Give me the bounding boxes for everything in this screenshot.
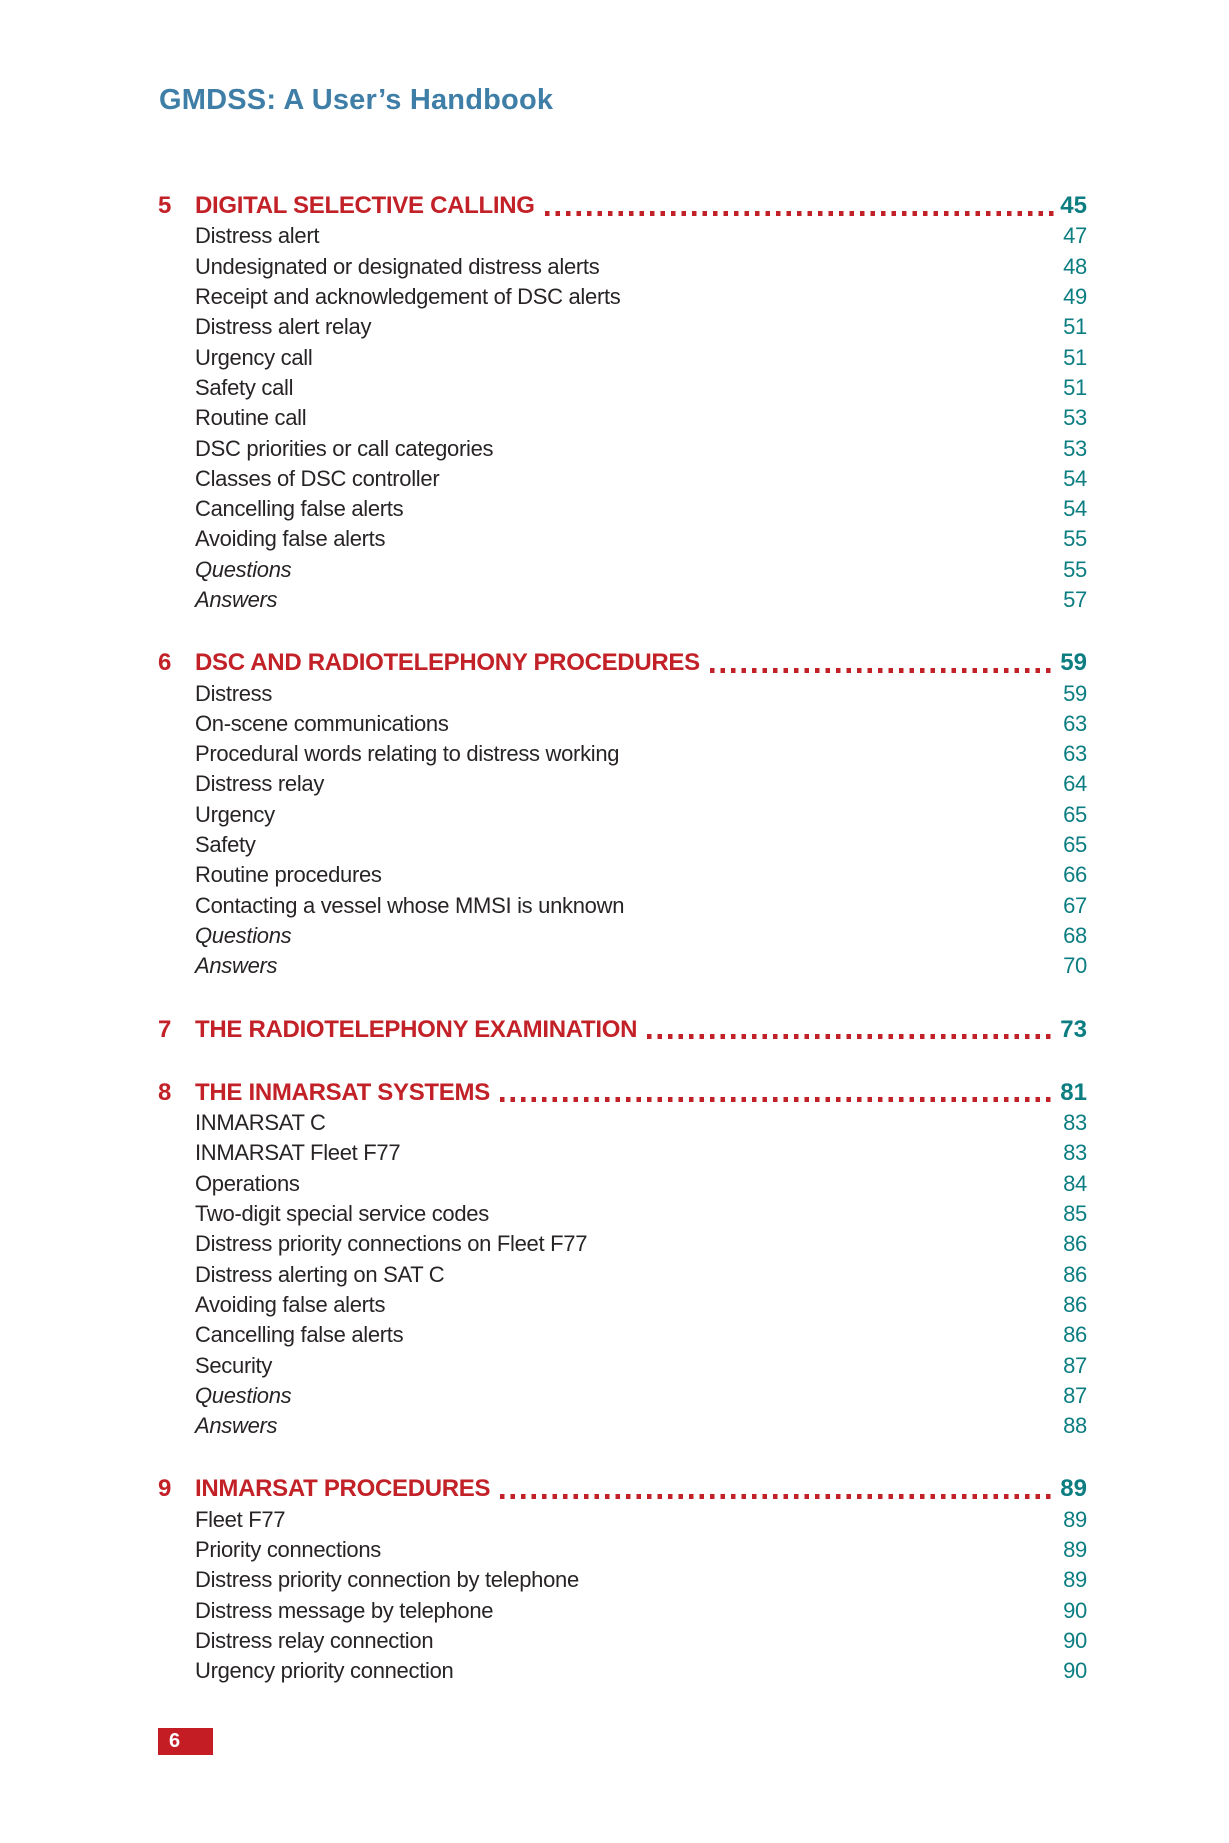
toc-entry-label: Distress relay connection — [195, 1627, 434, 1653]
dotted-leader — [500, 1494, 1054, 1499]
toc-entry-label: Safety — [195, 832, 256, 858]
toc-entry-page-number: 86 — [1063, 1322, 1087, 1348]
toc-entry-label: Operations — [195, 1170, 300, 1196]
toc-entry-label: INMARSAT C — [195, 1110, 326, 1136]
toc-entry-label: Answers — [195, 587, 278, 612]
toc-entry — [158, 1350, 1087, 1380]
toc-entry-page-number: 55 — [1063, 556, 1087, 582]
toc-entry — [158, 585, 1087, 615]
toc-entry-page-number: 49 — [1063, 284, 1087, 310]
page-number-badge: 6 — [158, 1728, 213, 1755]
toc-entry — [158, 403, 1087, 433]
toc-entry — [158, 1626, 1087, 1656]
toc-entry — [158, 524, 1087, 554]
toc-chapter-heading — [158, 1014, 1087, 1044]
toc-entry-page-number: 86 — [1063, 1231, 1087, 1257]
toc-entry-label: Distress relay — [195, 771, 325, 797]
chapter-page-number: 73 — [1060, 1015, 1087, 1043]
toc-entry-label: Distress — [195, 680, 273, 706]
toc-entry-label: On-scene communications — [195, 710, 449, 736]
toc-chapter — [158, 648, 1087, 981]
toc-entry-page-number: 67 — [1063, 892, 1087, 918]
chapter-title: THE INMARSAT SYSTEMS — [195, 1078, 490, 1106]
toc-entry — [158, 1108, 1087, 1138]
toc-entry-page-number: 54 — [1063, 465, 1087, 491]
toc-entry-page-number: 53 — [1063, 435, 1087, 461]
chapter-page-number: 45 — [1060, 192, 1087, 220]
toc-entry-page-number: 88 — [1063, 1413, 1087, 1439]
toc-entry — [158, 1290, 1087, 1320]
chapter-number: 8 — [158, 1078, 172, 1106]
toc-entry-label: Distress alert relay — [195, 314, 372, 340]
toc-entry — [158, 1199, 1087, 1229]
chapter-number: 9 — [158, 1475, 172, 1503]
toc-entry-label: Avoiding false alerts — [195, 1291, 386, 1317]
toc-entry-label: Procedural words relating to distress working — [195, 741, 620, 767]
toc-entry-page-number: 51 — [1063, 344, 1087, 370]
toc-entry-label: Answers — [195, 1413, 278, 1439]
toc-entry-label: Urgency — [195, 801, 275, 827]
toc-entry-page-number: 68 — [1063, 922, 1087, 948]
toc-entry-page-number: 89 — [1063, 1506, 1087, 1532]
toc-entry — [158, 951, 1087, 981]
toc-entry-page-number: 90 — [1063, 1627, 1087, 1653]
toc-entry — [158, 555, 1087, 585]
toc-entry-label: Questions — [195, 556, 292, 582]
toc-entry-label: Security — [195, 1352, 273, 1378]
chapter-title: DSC AND RADIOTELEPHONY PROCEDURES — [195, 649, 700, 677]
toc-entry-page-number: 59 — [1063, 680, 1087, 706]
table-of-contents — [158, 191, 1087, 1686]
toc-entry-page-number: 90 — [1063, 1658, 1087, 1684]
toc-entry — [158, 1320, 1087, 1350]
toc-entry-page-number: 63 — [1063, 741, 1087, 767]
toc-entry-page-number: 66 — [1063, 862, 1087, 888]
toc-chapter — [158, 1078, 1087, 1442]
toc-entry — [158, 1595, 1087, 1625]
toc-entry-page-number: 64 — [1063, 771, 1087, 797]
dotted-leader — [710, 668, 1054, 673]
toc-entry — [158, 921, 1087, 951]
chapter-page-number: 81 — [1060, 1078, 1087, 1106]
toc-entry — [158, 709, 1087, 739]
toc-chapter-heading — [158, 191, 1087, 221]
toc-entry — [158, 1169, 1087, 1199]
toc-entry — [158, 769, 1087, 799]
toc-entry-label: Questions — [195, 922, 292, 948]
running-header-title: GMDSS: A User’s Handbook — [159, 84, 554, 116]
toc-entry-page-number: 90 — [1063, 1597, 1087, 1623]
toc-entry-page-number: 57 — [1063, 587, 1087, 612]
toc-entry-page-number: 89 — [1063, 1567, 1087, 1593]
toc-chapter-heading — [158, 648, 1087, 678]
toc-chapter — [158, 1474, 1087, 1686]
chapter-number: 6 — [158, 649, 172, 677]
toc-entry-label: Two-digit special service codes — [195, 1201, 489, 1227]
toc-entry-label: Distress alerting on SAT C — [195, 1261, 445, 1287]
toc-entry-page-number: 86 — [1063, 1261, 1087, 1287]
toc-entry — [158, 221, 1087, 251]
dotted-leader — [500, 1097, 1054, 1102]
toc-entry — [158, 433, 1087, 463]
toc-entry — [158, 252, 1087, 282]
toc-entry-page-number: 51 — [1063, 314, 1087, 340]
toc-entry-page-number: 86 — [1063, 1291, 1087, 1317]
toc-entry-label: Distress message by telephone — [195, 1597, 494, 1623]
toc-chapter — [158, 191, 1087, 615]
toc-entry-page-number: 63 — [1063, 710, 1087, 736]
dotted-leader — [647, 1034, 1054, 1039]
toc-entry-label: Avoiding false alerts — [195, 526, 386, 552]
toc-entry-page-number: 83 — [1063, 1110, 1087, 1136]
toc-entry-label: Answers — [195, 953, 278, 979]
toc-entry-label: Receipt and acknowledgement of DSC alerts — [195, 284, 621, 310]
toc-entry-page-number: 51 — [1063, 374, 1087, 400]
toc-entry — [158, 1381, 1087, 1411]
toc-chapter-heading — [158, 1474, 1087, 1504]
toc-entry — [158, 1138, 1087, 1168]
toc-entry-label: Distress priority connection by telephone — [195, 1567, 579, 1593]
toc-entry-label: Routine procedures — [195, 862, 382, 888]
toc-chapter — [158, 1014, 1087, 1044]
toc-entry-label: Priority connections — [195, 1537, 381, 1563]
toc-entry-page-number: 54 — [1063, 496, 1087, 522]
toc-entry-label: Safety call — [195, 374, 294, 400]
toc-entry — [158, 1505, 1087, 1535]
toc-entry-label: Distress priority connections on Fleet F77 — [195, 1231, 588, 1257]
toc-entry-label: DSC priorities or call categories — [195, 435, 494, 461]
toc-entry-page-number: 55 — [1063, 526, 1087, 552]
toc-entry-label: Urgency call — [195, 344, 313, 370]
toc-entry — [158, 1565, 1087, 1595]
chapter-page-number: 59 — [1060, 649, 1087, 677]
toc-entry-label: Distress alert — [195, 223, 320, 249]
toc-entry-page-number: 83 — [1063, 1140, 1087, 1166]
toc-entry-label: Cancelling false alerts — [195, 496, 404, 522]
toc-entry — [158, 739, 1087, 769]
toc-entry — [158, 464, 1087, 494]
toc-entry — [158, 312, 1087, 342]
toc-entry-page-number: 53 — [1063, 405, 1087, 431]
dotted-leader — [545, 211, 1055, 216]
chapter-page-number: 89 — [1060, 1475, 1087, 1503]
chapter-number: 5 — [158, 192, 172, 220]
toc-entry-page-number: 87 — [1063, 1382, 1087, 1408]
toc-entry — [158, 800, 1087, 830]
toc-entry-label: Fleet F77 — [195, 1506, 286, 1532]
toc-entry-label: Classes of DSC controller — [195, 465, 440, 491]
toc-entry — [158, 373, 1087, 403]
toc-entry — [158, 830, 1087, 860]
toc-entry-label: Cancelling false alerts — [195, 1322, 404, 1348]
toc-entry — [158, 342, 1087, 372]
toc-entry-page-number: 65 — [1063, 801, 1087, 827]
toc-entry-label: INMARSAT Fleet F77 — [195, 1140, 401, 1166]
toc-entry — [158, 1260, 1087, 1290]
toc-entry — [158, 860, 1087, 890]
toc-entry — [158, 678, 1087, 708]
toc-entry-label: Questions — [195, 1382, 292, 1408]
toc-entry-page-number: 87 — [1063, 1352, 1087, 1378]
toc-entry-label: Undesignated or designated distress alerts — [195, 253, 600, 279]
chapter-number: 7 — [158, 1015, 172, 1043]
toc-entry — [158, 282, 1087, 312]
toc-entry-label: Routine call — [195, 405, 307, 431]
toc-entry-label: Contacting a vessel whose MMSI is unknown — [195, 892, 625, 918]
toc-entry-page-number: 47 — [1063, 223, 1087, 249]
toc-chapter-heading — [158, 1078, 1087, 1108]
toc-entry — [158, 1229, 1087, 1259]
toc-entry — [158, 1656, 1087, 1686]
chapter-title: THE RADIOTELEPHONY EXAMINATION — [195, 1015, 638, 1043]
toc-entry-page-number: 85 — [1063, 1201, 1087, 1227]
toc-entry — [158, 1535, 1087, 1565]
toc-entry — [158, 494, 1087, 524]
chapter-title: INMARSAT PROCEDURES — [195, 1475, 491, 1503]
toc-entry-page-number: 84 — [1063, 1170, 1087, 1196]
toc-entry-page-number: 70 — [1063, 953, 1087, 979]
toc-entry-page-number: 89 — [1063, 1537, 1087, 1563]
toc-entry-label: Urgency priority connection — [195, 1658, 454, 1684]
toc-entry-page-number: 65 — [1063, 832, 1087, 858]
chapter-title: DIGITAL SELECTIVE CALLING — [195, 192, 535, 220]
toc-entry — [158, 891, 1087, 921]
toc-entry-page-number: 48 — [1063, 253, 1087, 279]
toc-entry — [158, 1411, 1087, 1441]
